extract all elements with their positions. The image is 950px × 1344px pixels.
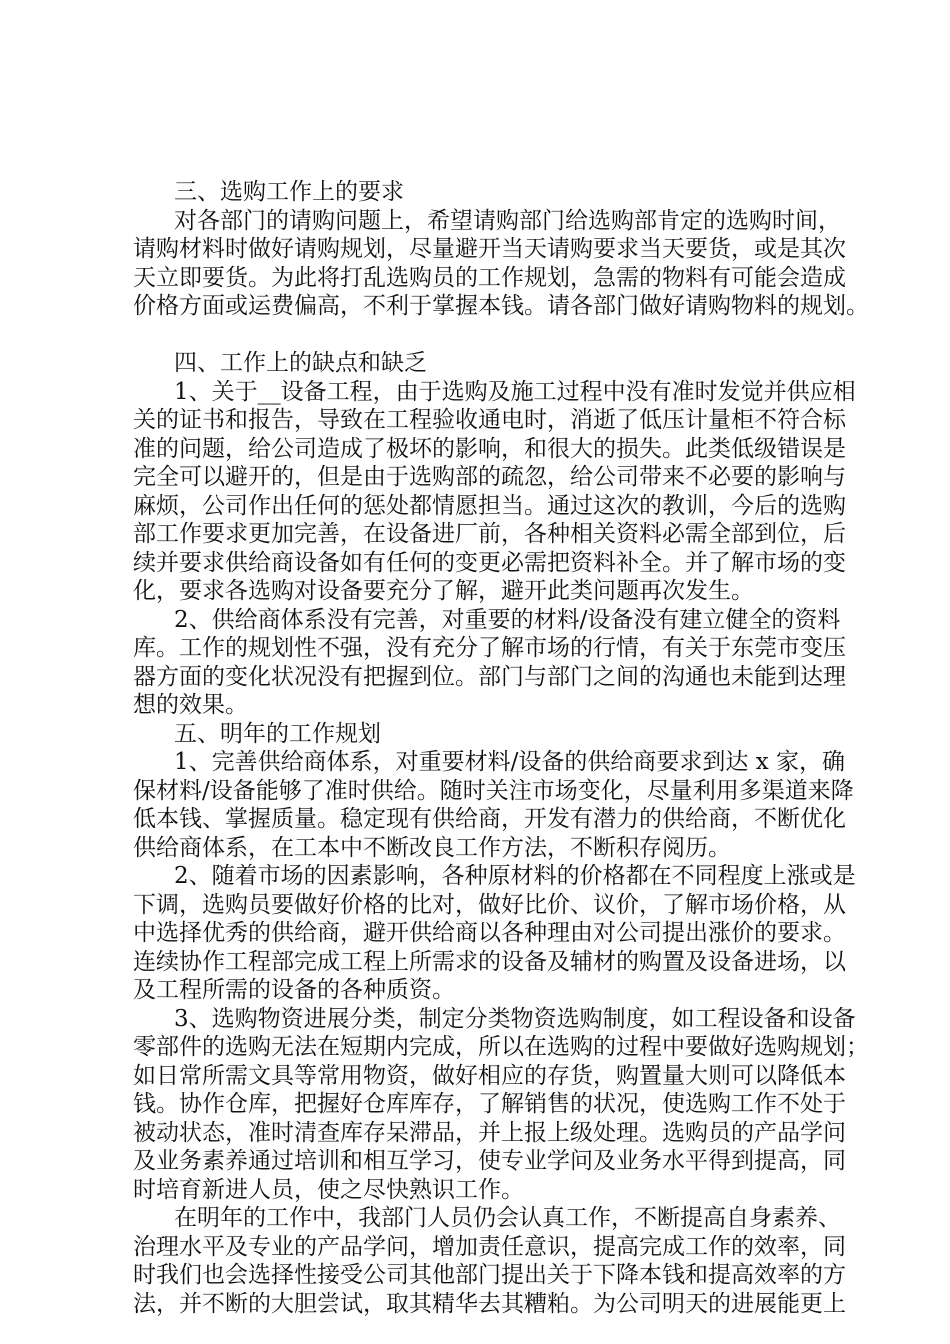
- paragraph-line: 想的效果。: [133, 692, 248, 718]
- paragraph-line: 被动状态，准时清查库存呆滞品，并上报上级处理。选购员的产品学问: [133, 1119, 846, 1146]
- document-body: [133, 178, 869, 1318]
- paragraph-line: 零部件的选购无法在短期内完成，所以在选购的过程中要做好选购规划；: [133, 1034, 869, 1060]
- blank-line: [133, 321, 833, 350]
- paragraph-line: 请购材料时做好请购规划，尽量避开当天请购要求当天要货，或是其次: [133, 236, 846, 262]
- paragraph-line: 完全可以避开的，但是由于选购部的疏忽，给公司带来不必要的影响与: [133, 464, 846, 490]
- paragraph-line: 及工程所需的设备的各种质资。: [133, 977, 455, 1003]
- paragraph-line: 低本钱、掌握质量。稳定现有供给商，开发有潜力的供给商，不断优化: [133, 806, 846, 832]
- paragraph-line: 供给商体系，在工本中不断改良工作方法，不断积存阅历。: [133, 834, 731, 861]
- paragraph-line: 法，并不断的大胆尝试，取其精华去其糟粕。为公司明天的进展能更上: [133, 1290, 846, 1317]
- paragraph-line: 中选择优秀的供给商，避开供给商以各种理由对公司提出涨价的要求。: [133, 920, 846, 946]
- paragraph-line: 部工作要求更加完善，在设备进厂前，各种相关资料必需全部到位，后: [133, 521, 846, 547]
- paragraph-line: 麻烦，公司作出任何的惩处都情愿担当。通过这次的教训，今后的选购: [133, 492, 846, 519]
- paragraph-line: 时培育新进人员，使之尽快熟识工作。: [133, 1176, 524, 1203]
- paragraph-line: 保材料/设备能够了准时供给。随时关注市场变化，尽量利用多渠道来降: [133, 777, 854, 804]
- paragraph-line: 钱。协作仓库，把握好仓库库存，了解销售的状况，使选购工作不处于: [133, 1091, 846, 1117]
- paragraph-line: 2、供给商体系没有完善，对重要的材料/设备没有建立健全的资料: [174, 606, 841, 633]
- paragraph-line: 在明年的工作中，我部门人员仍会认真工作，不断提高自身素养、: [174, 1205, 841, 1231]
- paragraph-line: 如日常所需文具等常用物资，做好相应的存货，购置量大则可以降低本: [133, 1062, 846, 1089]
- section-heading-requirements: 三、选购工作上的要求: [174, 179, 404, 205]
- paragraph-line: 对各部门的请购问题上，希望请购部门给选购部肯定的选购时间，: [174, 207, 841, 234]
- paragraph-line: 3、选购物资进展分类，制定分类物资选购制度，如工程设备和设备: [174, 1005, 856, 1032]
- paragraph-line: 1、完善供给商体系，对重要材料/设备的供给商要求到达 x 家，确: [174, 749, 845, 775]
- paragraph-line: 关的证书和报告，导致在工程验收通电时，消逝了低压计量柜不符合标: [133, 407, 846, 433]
- paragraph-line: 准的问题，给公司造成了极坏的影响，和很大的损失。此类低级错误是: [133, 435, 846, 462]
- paragraph-line: 时我们也会选择性接受公司其他部门提出关于下降本钱和提高效率的方: [133, 1262, 846, 1288]
- paragraph-line: 下调，选购员要做好价格的比对，做好比价、议价，了解市场价格，从: [133, 891, 846, 918]
- paragraph-line: 连续协作工程部完成工程上所需求的设备及辅材的购置及设备进场，以: [133, 948, 846, 975]
- section-heading-next-year-plan: 五、明年的工作规划: [174, 720, 381, 747]
- paragraph-line: 天立即要货。为此将打乱选购员的工作规划，急需的物料有可能会造成: [133, 264, 846, 291]
- paragraph-line: 1、关于__设备工程，由于选购及施工过程中没有准时发觉并供应相: [174, 378, 856, 405]
- paragraph-line: 治理水平及专业的产品学问，增加责任意识，提高完成工作的效率，同: [133, 1233, 846, 1260]
- paragraph-line: 及业务素养通过培训和相互学习，使专业学问及业务水平得到提高，同: [133, 1148, 846, 1174]
- paragraph-line: 2、随着市场的因素影响，各种原材料的价格都在不同程度上涨或是: [174, 863, 856, 889]
- paragraph-line: 库。工作的规划性不强，没有充分了解市场的行情，有关于东莞市变压: [133, 635, 846, 661]
- paragraph-line: 续并要求供给商设备如有任何的变更必需把资料补全。并了解市场的变: [133, 549, 846, 576]
- section-heading-shortcomings: 四、工作上的缺点和缺乏: [174, 350, 427, 376]
- paragraph-line: 化，要求各选购对设备要充分了解，避开此类问题再次发生。: [133, 578, 754, 604]
- paragraph-line: 器方面的变化状况没有把握到位。部门与部门之间的沟通也未能到达理: [133, 663, 846, 690]
- paragraph-line: 价格方面或运费偏高，不利于掌握本钱。请各部门做好请购物料的规划。: [133, 293, 869, 319]
